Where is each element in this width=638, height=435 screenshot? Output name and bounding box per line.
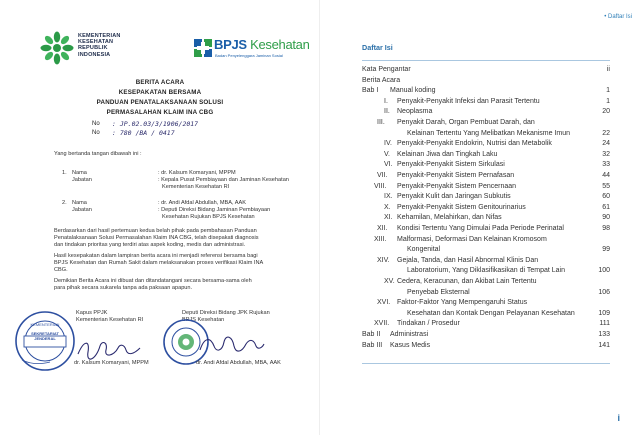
role-value: : Deputi Direksi Bidang Jaminan Pembiayaan <box>158 207 271 213</box>
toc-text: Manual koding <box>390 87 436 95</box>
toc-text: Neoplasma <box>397 108 433 116</box>
intro-text: Yang bertanda tangan dibawah ini : <box>54 151 142 157</box>
doc-title: PERMASALAHAN KLAIM INA CBG <box>106 109 214 116</box>
toc-text: Penyakit Kulit dan Jaringan Subkutis <box>397 193 511 201</box>
stamp-line: SEKRETARIAT <box>31 331 59 336</box>
toc-row[interactable] <box>362 108 610 117</box>
kemenkes-line: INDONESIA <box>78 51 111 58</box>
toc-page: 109 <box>598 309 610 317</box>
paragraph-line: Penatalaksanaan Solusi Permasalahan Klaim INA CBG, telah disepakati diagnosis <box>54 234 259 241</box>
paragraph-line: dan tindakan prioritas yang terdiri atas aspek koding, medis dan administrasi. <box>54 241 246 248</box>
toc-page: 32 <box>602 150 610 158</box>
toc-text: Penyakit-Penyakit Sistem Genitourinarius <box>397 203 526 211</box>
signature-right-icon <box>196 330 266 358</box>
toc-row[interactable] <box>362 140 610 149</box>
toc-page: 106 <box>598 288 610 296</box>
paragraph-line: BPJS Kesehatan dan Rumah Sakit dalam melaksanakan proses verifikasi Klaim INA <box>54 259 264 266</box>
toc-text: Kongenital <box>407 246 441 254</box>
kemenkes-line: KESEHATAN <box>78 39 114 46</box>
kemenkes-logo-icon <box>40 31 74 65</box>
toc-page: 100 <box>598 267 610 275</box>
bpjs-tagline: Badan Penyelenggara Jaminan Sosial <box>215 53 283 58</box>
toc-roman: VII. <box>377 172 388 179</box>
sign-title: Deputi Direksi Bidang JPK Rujukan <box>182 310 270 316</box>
toc-text: Gejala, Tanda, dan Hasil Abnormal Klinis Dan <box>397 256 539 264</box>
doc-title: BERITA ACARA <box>135 79 185 86</box>
role-value: Kesehatan Rujukan BPJS Kesehatan <box>162 214 255 220</box>
toc-row[interactable] <box>362 289 610 298</box>
toc-divider <box>362 60 610 61</box>
number-value: : JP.02.03/3/1906/2017 <box>112 120 199 128</box>
paragraph-2 <box>54 253 299 273</box>
toc-roman: I. <box>384 97 388 105</box>
sign-name-left: dr. Kalsum Komaryani, MPPM <box>74 360 149 366</box>
doc-title: PANDUAN PENATALAKSANAAN SOLUSI <box>96 99 224 106</box>
number-value: : 780 /BA / 0417 <box>112 129 175 137</box>
toc-roman: XVI. <box>377 299 391 307</box>
toc-row[interactable] <box>362 225 610 234</box>
toc-row[interactable] <box>362 161 610 170</box>
toc-roman: XIII. <box>374 235 387 243</box>
toc-title: Daftar Isi <box>362 43 393 52</box>
toc-page: 99 <box>602 246 610 254</box>
toc-text: Penyebab Eksternal <box>407 288 470 296</box>
toc-row[interactable] <box>362 320 610 329</box>
toc-text: Kata Pengantar <box>362 66 411 73</box>
toc-text: Malformasi, Deformasi Dan Kelainan Kromosom <box>397 235 547 243</box>
role-label: Jabatan <box>72 177 92 183</box>
toc-text: Penyakit-Penyakit Sistem Pernafasan <box>397 172 515 179</box>
toc-row[interactable] <box>362 66 610 75</box>
toc-roman: X. <box>384 203 391 211</box>
toc-page: 33 <box>602 161 610 169</box>
toc-row[interactable] <box>362 87 610 96</box>
bpjs-brand-part: BPJS <box>214 37 247 52</box>
toc-row[interactable] <box>362 193 610 202</box>
toc-row[interactable] <box>362 236 610 245</box>
stamp-line: JENDERAL <box>34 336 56 341</box>
person-number: 2. <box>62 200 67 206</box>
toc-text: Berita Acara <box>362 76 401 84</box>
toc-row[interactable] <box>362 119 610 128</box>
paragraph-line: CBG. <box>54 266 68 273</box>
toc-page: 133 <box>598 331 610 338</box>
toc-page: 24 <box>602 140 610 148</box>
name-value: : dr. Andi Afdal Abdullah, MBA, AAK <box>158 200 247 206</box>
toc-row[interactable] <box>362 257 610 266</box>
toc-text: Penyakit-Penyakit Infeksi dan Parasit Tertentu <box>397 97 540 105</box>
name-value: : dr. Kalsum Komaryani, MPPM <box>158 170 236 176</box>
kemenkes-line: REPUBLIK <box>78 45 108 52</box>
toc-row[interactable] <box>362 77 610 86</box>
toc-page: 20 <box>602 108 610 116</box>
toc-roman: Bab II <box>362 331 381 338</box>
toc-page: 1 <box>606 87 610 95</box>
toc-page: 141 <box>598 341 610 349</box>
name-label: Nama <box>72 170 87 176</box>
toc-text: Penyakit-Penyakit Endokrin, Nutrisi dan Metabolik <box>397 140 552 148</box>
paragraph-line: Demikian Berita Acara ini dibuat dan ditandatangani secara bersama-sama oleh <box>54 278 252 284</box>
kemenkes-name <box>78 33 121 58</box>
toc-text: Kehamilan, Melahirkan, dan Nifas <box>397 214 502 222</box>
toc-roman: V. <box>384 150 390 158</box>
toc-page: 1 <box>606 97 610 105</box>
toc-text: Penyakit-Penyakit Sistem Pencernaan <box>397 182 517 190</box>
toc-row[interactable] <box>362 98 610 107</box>
stamp-text <box>17 322 73 341</box>
toc-roman: II. <box>384 108 390 116</box>
toc-text: Kasus Medis <box>390 341 431 349</box>
toc-text: Kondisi Tertentu Yang Dimulai Pada Periode Perinatal <box>397 225 564 232</box>
toc-roman: XIV. <box>377 256 390 264</box>
doc-title: KESEPAKATAN BERSAMA <box>118 89 202 96</box>
toc-roman: XV. <box>384 278 395 285</box>
sign-title: Kementerian Kesehatan RI <box>76 316 144 323</box>
role-label: Jabatan <box>72 207 92 213</box>
toc-roman: IV. <box>384 140 392 148</box>
toc-row[interactable] <box>362 214 610 223</box>
toc-row[interactable] <box>362 172 610 181</box>
role-value: : Kepala Pusat Pembiayaan dan Jaminan Kesehatan <box>158 177 289 183</box>
toc-roman: XII. <box>377 225 388 232</box>
signature-left-icon <box>74 336 144 362</box>
paragraph-3 <box>54 278 299 292</box>
toc-page: 90 <box>602 214 610 222</box>
number-label: No <box>92 130 100 136</box>
toc-text: Penyakit Darah, Organ Pembuat Darah, dan <box>397 119 535 126</box>
toc-row[interactable] <box>362 204 610 213</box>
toc-row[interactable] <box>362 183 610 192</box>
role-value: Kementerian Kesehatan RI <box>162 184 230 190</box>
sign-title: Kapus PPJK <box>76 310 108 316</box>
toc-roman: XI. <box>384 214 393 222</box>
sign-block-left <box>76 310 143 324</box>
toc-page: 44 <box>602 172 610 179</box>
toc-text: Kesehatan dan Kontak Dengan Pelayanan Kesehatan <box>407 309 575 317</box>
toc-text: Cedera, Keracunan, dan Akibat Lain Tertentu <box>397 278 537 285</box>
toc-row[interactable] <box>362 299 610 308</box>
toc-page: 61 <box>602 203 610 211</box>
toc-text: Laboratorium, Yang Diklasifikasikan di Tempat Lain <box>407 267 565 275</box>
kemenkes-stamp-icon <box>14 310 76 372</box>
toc-divider <box>362 363 610 364</box>
toc-row[interactable] <box>362 267 610 276</box>
name-label: Nama <box>72 200 87 206</box>
toc-page: 55 <box>602 182 610 190</box>
toc-row[interactable] <box>362 278 610 287</box>
toc-text: Tindakan / Prosedur <box>397 320 460 328</box>
toc-page: ii <box>606 66 610 73</box>
stamp-line: KEMENTERIAN <box>30 322 60 327</box>
toc-text: Kelainan Jiwa dan Tingkah Laku <box>397 150 498 158</box>
toc-row[interactable] <box>362 246 610 255</box>
toc-text: Administrasi <box>390 331 429 338</box>
paragraph-line: Hasil kesepakatan dalam lampiran berita acara ini menjadi referensi bersama bagi <box>54 253 258 259</box>
daftar-isi-link[interactable]: • Daftar Isi <box>604 14 632 20</box>
toc-page: 60 <box>602 193 610 201</box>
number-label: No <box>92 121 100 127</box>
person-number: 1. <box>62 170 67 176</box>
toc-roman: VI. <box>384 161 393 169</box>
toc-roman: IX. <box>384 193 393 201</box>
toc-text: Faktor-Faktor Yang Mempengaruhi Status <box>397 299 528 307</box>
toc-roman: III. <box>377 119 385 126</box>
kemenkes-line: KEMENTERIAN <box>78 33 121 39</box>
paragraph-line: para pihak secara sukarela tanpa ada paksaan apapun. <box>54 284 193 291</box>
bpjs-brand-part: Kesehatan <box>250 37 310 52</box>
toc-text: Penyakit-Penyakit Sistem Sirkulasi <box>397 161 505 169</box>
toc-page: 98 <box>602 225 610 232</box>
toc-page: 22 <box>602 129 610 137</box>
toc-row[interactable] <box>362 342 610 351</box>
toc-roman: Bab I <box>362 87 379 95</box>
sign-title: BPJS Kesehatan <box>182 316 225 323</box>
toc-row[interactable] <box>362 310 610 319</box>
toc-text: Kelainan Tertentu Yang Melibatkan Mekanisme Imun <box>407 129 571 137</box>
page-number: i <box>617 413 620 423</box>
toc-row[interactable] <box>362 331 610 340</box>
toc-roman: VIII. <box>374 182 387 190</box>
toc-roman: XVII. <box>374 320 390 328</box>
paragraph-line: Berdasarkan dari hasil pertemuan kedua belah pihak pada pembahasan Panduan <box>54 228 257 234</box>
toc-row[interactable] <box>362 151 610 160</box>
sign-name-right: dr. Andi Afdal Abdullah, MBA, AAK <box>196 360 281 366</box>
toc-roman: Bab III <box>362 341 383 349</box>
bpjs-brand <box>214 37 310 52</box>
bpjs-logo-icon <box>193 38 213 58</box>
daftar-isi-page <box>319 0 638 435</box>
toc-row[interactable] <box>362 130 610 139</box>
toc-page: 111 <box>599 320 610 328</box>
paragraph-1 <box>54 228 299 248</box>
